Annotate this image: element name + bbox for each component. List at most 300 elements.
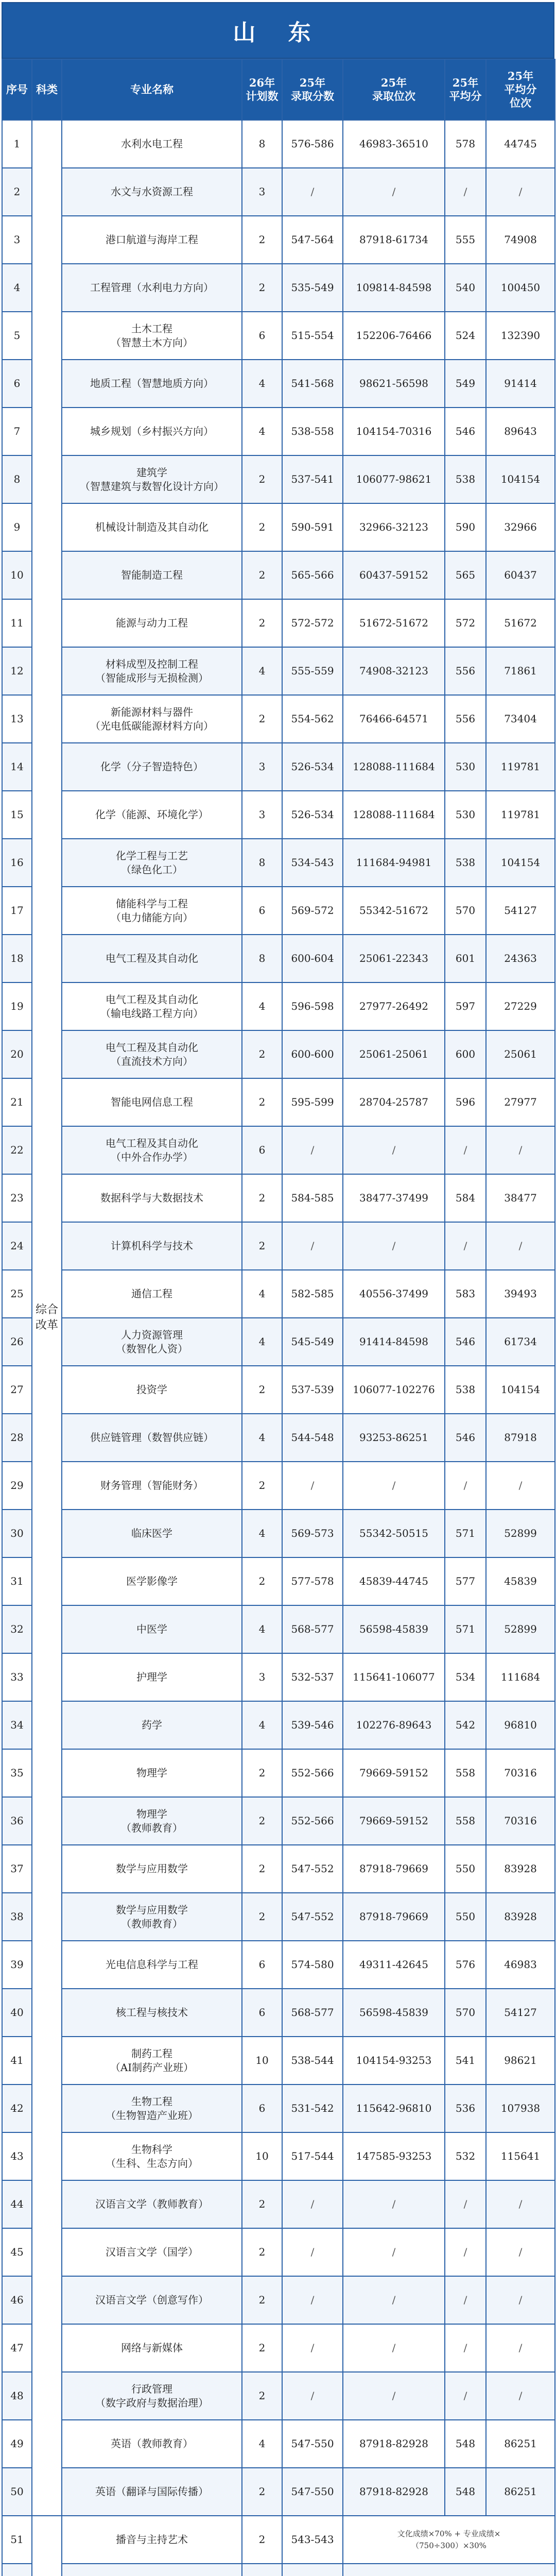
plan-count: 2 bbox=[242, 2276, 282, 2324]
column-header: 25年 平均分 bbox=[445, 59, 486, 120]
average-score: 570 bbox=[445, 887, 486, 935]
admission-rank: 87918-82928 bbox=[343, 2468, 445, 2516]
admission-score: 539-546 bbox=[282, 1701, 343, 1749]
art-score-formula: 文化成绩×70% + 专业成绩× （750÷300）×30% bbox=[343, 2516, 555, 2564]
average-score: 534 bbox=[445, 1653, 486, 1701]
admission-score: 547-550 bbox=[282, 2468, 343, 2516]
table-row bbox=[2, 408, 555, 455]
average-score: 600 bbox=[445, 1030, 486, 1078]
major-name: 工程管理（水利电力方向） bbox=[62, 264, 242, 312]
admission-rank: 104154-93253 bbox=[343, 2037, 445, 2084]
plan-count: 2 bbox=[242, 2372, 282, 2420]
average-score: 571 bbox=[445, 1510, 486, 1557]
row-number: 9 bbox=[2, 503, 32, 551]
row-number: 40 bbox=[2, 1989, 32, 2037]
admission-score: 565-566 bbox=[282, 551, 343, 599]
table-row bbox=[2, 312, 555, 360]
major-name: 电气工程及其自动化 （输电线路工程方向） bbox=[62, 982, 242, 1030]
admission-rank: 87918-79669 bbox=[343, 1893, 445, 1941]
table-row bbox=[2, 935, 555, 982]
major-name: 数学与应用数学 （教师教育） bbox=[62, 1893, 242, 1941]
plan-count: 2 bbox=[242, 1797, 282, 1845]
row-number: 26 bbox=[2, 1318, 32, 1366]
table-row bbox=[2, 1366, 555, 1414]
table-row bbox=[2, 1030, 555, 1078]
admission-rank: 25061-22343 bbox=[343, 935, 445, 982]
row-number: 5 bbox=[2, 312, 32, 360]
row-number: 15 bbox=[2, 791, 32, 839]
plan-count: 8 bbox=[242, 120, 282, 168]
average-rank: 89643 bbox=[486, 408, 555, 455]
major-name: 人力资源管理 （数智化人资） bbox=[62, 1318, 242, 1366]
admission-score: 584-585 bbox=[282, 1174, 343, 1222]
major-name: 药学 bbox=[62, 1701, 242, 1749]
row-number bbox=[2, 2564, 32, 2576]
admission-score: 600-600 bbox=[282, 1030, 343, 1078]
major-name: 化学（分子智造特色） bbox=[62, 743, 242, 791]
table-row bbox=[2, 168, 555, 216]
admission-rank: 104154-70316 bbox=[343, 408, 445, 455]
row-number: 42 bbox=[2, 2084, 32, 2132]
row-number: 38 bbox=[2, 1893, 32, 1941]
major-name: 财务管理（智能财务） bbox=[62, 1462, 242, 1510]
average-rank: / bbox=[486, 2228, 555, 2276]
admission-table bbox=[2, 59, 555, 2576]
table-row bbox=[2, 1222, 555, 1270]
table-row bbox=[2, 1893, 555, 1941]
row-number: 13 bbox=[2, 695, 32, 743]
plan-count: 8 bbox=[242, 935, 282, 982]
average-rank: 70316 bbox=[486, 1797, 555, 1845]
admission-score: 534-543 bbox=[282, 839, 343, 887]
admission-rank: 102276-89643 bbox=[343, 1701, 445, 1749]
average-rank: 86251 bbox=[486, 2420, 555, 2468]
plan-count: 4 bbox=[242, 982, 282, 1030]
average-score: / bbox=[445, 1126, 486, 1174]
plan-count: 2 bbox=[242, 2516, 282, 2564]
plan-count: 2 bbox=[242, 264, 282, 312]
average-score: / bbox=[445, 1462, 486, 1510]
row-number: 29 bbox=[2, 1462, 32, 1510]
admission-rank: 56598-45839 bbox=[343, 1989, 445, 2037]
admission-rank: / bbox=[343, 1126, 445, 1174]
row-number: 30 bbox=[2, 1510, 32, 1557]
table-row bbox=[2, 1078, 555, 1126]
plan-count: 4 bbox=[242, 1510, 282, 1557]
table-row bbox=[2, 264, 555, 312]
admission-score: 552-566 bbox=[282, 1749, 343, 1797]
plan-count: 6 bbox=[242, 887, 282, 935]
average-score: / bbox=[445, 168, 486, 216]
admission-rank: 147585-93253 bbox=[343, 2132, 445, 2180]
average-score: 549 bbox=[445, 360, 486, 408]
row-number: 46 bbox=[2, 2276, 32, 2324]
average-rank: 70316 bbox=[486, 1749, 555, 1797]
average-rank: 132390 bbox=[486, 312, 555, 360]
plan-count: 2 bbox=[242, 1366, 282, 1414]
table-row bbox=[2, 1797, 555, 1845]
admission-rank: 25061-25061 bbox=[343, 1030, 445, 1078]
admission-rank: 87918-61734 bbox=[343, 216, 445, 264]
table-row bbox=[2, 982, 555, 1030]
table-row bbox=[2, 1701, 555, 1749]
average-rank: 86251 bbox=[486, 2468, 555, 2516]
average-rank: 61734 bbox=[486, 1318, 555, 1366]
plan-count: 2 bbox=[242, 695, 282, 743]
major-name: 电气工程及其自动化 （中外合作办学） bbox=[62, 1126, 242, 1174]
major-name: 护理学 bbox=[62, 1653, 242, 1701]
average-score: 548 bbox=[445, 2420, 486, 2468]
plan-count: 4 bbox=[242, 1701, 282, 1749]
admission-rank: 46983-36510 bbox=[343, 120, 445, 168]
admission-score: 596-598 bbox=[282, 982, 343, 1030]
plan-count: 6 bbox=[242, 1989, 282, 2037]
admission-score: 600-604 bbox=[282, 935, 343, 982]
admission-score: 537-539 bbox=[282, 1366, 343, 1414]
admission-rank: 51672-51672 bbox=[343, 599, 445, 647]
column-header: 25年 录取分数 bbox=[282, 59, 343, 120]
table-row bbox=[2, 2564, 555, 2576]
admission-rank: 27977-26492 bbox=[343, 982, 445, 1030]
admission-rank: / bbox=[343, 2180, 445, 2228]
average-rank: 71861 bbox=[486, 647, 555, 695]
major-name: 智能电网信息工程 bbox=[62, 1078, 242, 1126]
average-score: 550 bbox=[445, 1893, 486, 1941]
average-score: / bbox=[445, 2372, 486, 2420]
major-name: 数学与应用数学 bbox=[62, 1845, 242, 1893]
plan-count: 4 bbox=[242, 2420, 282, 2468]
table-row bbox=[2, 1414, 555, 1462]
row-number: 18 bbox=[2, 935, 32, 982]
plan-count: 8 bbox=[242, 839, 282, 887]
average-rank: 104154 bbox=[486, 1366, 555, 1414]
average-score: 540 bbox=[445, 264, 486, 312]
row-number: 10 bbox=[2, 551, 32, 599]
plan-count: 2 bbox=[242, 455, 282, 503]
major-name: 数据科学与大数据技术 bbox=[62, 1174, 242, 1222]
average-score: 556 bbox=[445, 647, 486, 695]
admission-rank: 76466-64571 bbox=[343, 695, 445, 743]
average-rank: 52899 bbox=[486, 1605, 555, 1653]
admission-rank: 111684-94981 bbox=[343, 839, 445, 887]
plan-count: 6 bbox=[242, 1941, 282, 1989]
average-score: / bbox=[445, 1222, 486, 1270]
table-row bbox=[2, 647, 555, 695]
plan-count: 4 bbox=[242, 1270, 282, 1318]
average-score: 584 bbox=[445, 1174, 486, 1222]
table-row bbox=[2, 2228, 555, 2276]
average-rank: 54127 bbox=[486, 887, 555, 935]
major-name: 通信工程 bbox=[62, 1270, 242, 1318]
admission-rank: / bbox=[343, 2324, 445, 2372]
plan-count: 2 bbox=[242, 1557, 282, 1605]
table-row bbox=[2, 2037, 555, 2084]
average-rank: / bbox=[486, 1126, 555, 1174]
plan-count: 2 bbox=[242, 1749, 282, 1797]
admission-score: / bbox=[282, 2276, 343, 2324]
admission-rank: / bbox=[343, 2228, 445, 2276]
art-score-formula bbox=[343, 2564, 555, 2576]
average-score: 558 bbox=[445, 1797, 486, 1845]
average-rank: 74908 bbox=[486, 216, 555, 264]
average-score: 601 bbox=[445, 935, 486, 982]
table-row bbox=[2, 551, 555, 599]
row-number: 36 bbox=[2, 1797, 32, 1845]
average-score: 536 bbox=[445, 2084, 486, 2132]
admission-rank: / bbox=[343, 1222, 445, 1270]
table-row bbox=[2, 1510, 555, 1557]
row-number: 43 bbox=[2, 2132, 32, 2180]
average-rank: 98621 bbox=[486, 2037, 555, 2084]
plan-count: 6 bbox=[242, 1126, 282, 1174]
admission-rank: 79669-59152 bbox=[343, 1749, 445, 1797]
average-rank: 24363 bbox=[486, 935, 555, 982]
admission-score: 541-568 bbox=[282, 360, 343, 408]
average-rank: 27977 bbox=[486, 1078, 555, 1126]
province-title: 山 东 bbox=[2, 2, 554, 59]
admission-rank: 106077-98621 bbox=[343, 455, 445, 503]
table-row bbox=[2, 1557, 555, 1605]
major-name: 城乡规划（乡村振兴方向） bbox=[62, 408, 242, 455]
average-score: 541 bbox=[445, 2037, 486, 2084]
average-score: 550 bbox=[445, 1845, 486, 1893]
average-score: 546 bbox=[445, 1318, 486, 1366]
major-name bbox=[62, 2564, 242, 2576]
admission-rank: / bbox=[343, 168, 445, 216]
average-score: 570 bbox=[445, 1989, 486, 2037]
row-number: 35 bbox=[2, 1749, 32, 1797]
table-row bbox=[2, 1270, 555, 1318]
plan-count: 2 bbox=[242, 1222, 282, 1270]
average-rank: / bbox=[486, 2324, 555, 2372]
admission-score: 577-578 bbox=[282, 1557, 343, 1605]
admission-table-sheet bbox=[2, 2, 554, 2576]
table-row bbox=[2, 599, 555, 647]
table-row bbox=[2, 1941, 555, 1989]
table-row bbox=[2, 887, 555, 935]
admission-score: / bbox=[282, 2324, 343, 2372]
column-header: 专业名称 bbox=[62, 59, 242, 120]
table-row bbox=[2, 743, 555, 791]
average-rank: / bbox=[486, 2180, 555, 2228]
average-rank: 104154 bbox=[486, 455, 555, 503]
table-row bbox=[2, 1653, 555, 1701]
row-number: 31 bbox=[2, 1557, 32, 1605]
admission-rank: / bbox=[343, 1462, 445, 1510]
admission-score: 517-544 bbox=[282, 2132, 343, 2180]
admission-score: 576-586 bbox=[282, 120, 343, 168]
average-score: 577 bbox=[445, 1557, 486, 1605]
plan-count: 2 bbox=[242, 551, 282, 599]
table-row bbox=[2, 216, 555, 264]
plan-count: 6 bbox=[242, 312, 282, 360]
admission-rank: 38477-37499 bbox=[343, 1174, 445, 1222]
major-name: 储能科学与工程 （电力储能方向） bbox=[62, 887, 242, 935]
admission-score: / bbox=[282, 2372, 343, 2420]
plan-count: 2 bbox=[242, 2324, 282, 2372]
table-row bbox=[2, 2420, 555, 2468]
row-number: 34 bbox=[2, 1701, 32, 1749]
admission-score: / bbox=[282, 2180, 343, 2228]
average-rank: 73404 bbox=[486, 695, 555, 743]
average-rank: 52899 bbox=[486, 1510, 555, 1557]
plan-count: 2 bbox=[242, 1078, 282, 1126]
row-number: 2 bbox=[2, 168, 32, 216]
plan-count: 4 bbox=[242, 1318, 282, 1366]
average-rank: 107938 bbox=[486, 2084, 555, 2132]
admission-rank: 115641-106077 bbox=[343, 1653, 445, 1701]
plan-count: 3 bbox=[242, 1653, 282, 1701]
admission-score: 574-580 bbox=[282, 1941, 343, 1989]
average-rank: / bbox=[486, 168, 555, 216]
row-number: 49 bbox=[2, 2420, 32, 2468]
average-score: 571 bbox=[445, 1605, 486, 1653]
major-name: 化学工程与工艺 （绿色化工） bbox=[62, 839, 242, 887]
plan-count: 3 bbox=[242, 743, 282, 791]
average-rank: / bbox=[486, 2276, 555, 2324]
average-score: 538 bbox=[445, 839, 486, 887]
admission-rank: 87918-82928 bbox=[343, 2420, 445, 2468]
admission-rank: 55342-51672 bbox=[343, 887, 445, 935]
table-row bbox=[2, 503, 555, 551]
average-score: 546 bbox=[445, 1414, 486, 1462]
row-number: 32 bbox=[2, 1605, 32, 1653]
admission-rank: 79669-59152 bbox=[343, 1797, 445, 1845]
major-name: 供应链管理（数智供应链） bbox=[62, 1414, 242, 1462]
average-rank: 32966 bbox=[486, 503, 555, 551]
plan-count bbox=[242, 2564, 282, 2576]
table-row bbox=[2, 1462, 555, 1510]
plan-count: 6 bbox=[242, 2084, 282, 2132]
category-cell: 综合 改革 bbox=[32, 120, 62, 2516]
table-row bbox=[2, 791, 555, 839]
admission-score: 547-564 bbox=[282, 216, 343, 264]
average-score: 590 bbox=[445, 503, 486, 551]
admission-score: 555-559 bbox=[282, 647, 343, 695]
major-name: 新能源材料与器件 （光电低碳能源材料方向） bbox=[62, 695, 242, 743]
admission-score: 569-572 bbox=[282, 887, 343, 935]
column-header: 科类 bbox=[32, 59, 62, 120]
row-number: 37 bbox=[2, 1845, 32, 1893]
column-header: 25年 录取位次 bbox=[343, 59, 445, 120]
major-name: 水文与水资源工程 bbox=[62, 168, 242, 216]
admission-rank: 87918-79669 bbox=[343, 1845, 445, 1893]
row-number: 19 bbox=[2, 982, 32, 1030]
average-score: 548 bbox=[445, 2468, 486, 2516]
row-number: 11 bbox=[2, 599, 32, 647]
average-rank: 87918 bbox=[486, 1414, 555, 1462]
plan-count: 2 bbox=[242, 2180, 282, 2228]
admission-rank: 106077-102276 bbox=[343, 1366, 445, 1414]
table-body bbox=[2, 120, 555, 2576]
average-rank: 119781 bbox=[486, 743, 555, 791]
admission-score: 582-585 bbox=[282, 1270, 343, 1318]
major-name: 化学（能源、环境化学） bbox=[62, 791, 242, 839]
major-name: 生物科学 （生科、生态方向） bbox=[62, 2132, 242, 2180]
table-row bbox=[2, 2372, 555, 2420]
table-row bbox=[2, 2324, 555, 2372]
admission-rank: 74908-32123 bbox=[343, 647, 445, 695]
row-number: 50 bbox=[2, 2468, 32, 2516]
row-number: 17 bbox=[2, 887, 32, 935]
admission-score: 538-558 bbox=[282, 408, 343, 455]
major-name: 医学影像学 bbox=[62, 1557, 242, 1605]
average-rank: 45839 bbox=[486, 1557, 555, 1605]
row-number: 16 bbox=[2, 839, 32, 887]
row-number: 8 bbox=[2, 455, 32, 503]
admission-score: 526-534 bbox=[282, 743, 343, 791]
admission-score bbox=[282, 2564, 343, 2576]
average-rank: 91414 bbox=[486, 360, 555, 408]
table-row bbox=[2, 2084, 555, 2132]
column-header: 序号 bbox=[2, 59, 32, 120]
admission-score: 568-577 bbox=[282, 1605, 343, 1653]
plan-count: 3 bbox=[242, 791, 282, 839]
average-rank: 46983 bbox=[486, 1941, 555, 1989]
table-row bbox=[2, 1845, 555, 1893]
major-name: 汉语言文学（创意写作） bbox=[62, 2276, 242, 2324]
average-rank: 44745 bbox=[486, 120, 555, 168]
table-row bbox=[2, 1126, 555, 1174]
plan-count: 3 bbox=[242, 168, 282, 216]
table-row bbox=[2, 2516, 555, 2564]
major-name: 电气工程及其自动化 （直流技术方向） bbox=[62, 1030, 242, 1078]
table-row bbox=[2, 2132, 555, 2180]
admission-rank: 98621-56598 bbox=[343, 360, 445, 408]
row-number: 51 bbox=[2, 2516, 32, 2564]
plan-count: 2 bbox=[242, 1030, 282, 1078]
plan-count: 2 bbox=[242, 599, 282, 647]
row-number: 33 bbox=[2, 1653, 32, 1701]
admission-score: / bbox=[282, 168, 343, 216]
admission-rank: 152206-76466 bbox=[343, 312, 445, 360]
average-rank: 54127 bbox=[486, 1989, 555, 2037]
admission-score: 552-566 bbox=[282, 1797, 343, 1845]
row-number: 22 bbox=[2, 1126, 32, 1174]
plan-count: 2 bbox=[242, 216, 282, 264]
row-number: 4 bbox=[2, 264, 32, 312]
average-rank: 83928 bbox=[486, 1893, 555, 1941]
average-score: 555 bbox=[445, 216, 486, 264]
major-name: 英语（教师教育） bbox=[62, 2420, 242, 2468]
admission-score: 595-599 bbox=[282, 1078, 343, 1126]
table-header-row bbox=[2, 59, 555, 120]
row-number: 20 bbox=[2, 1030, 32, 1078]
average-score: 597 bbox=[445, 982, 486, 1030]
admission-score: / bbox=[282, 1126, 343, 1174]
table-row bbox=[2, 1174, 555, 1222]
admission-rank: / bbox=[343, 2372, 445, 2420]
plan-count: 4 bbox=[242, 1414, 282, 1462]
average-score: 542 bbox=[445, 1701, 486, 1749]
row-number: 24 bbox=[2, 1222, 32, 1270]
admission-score: 538-544 bbox=[282, 2037, 343, 2084]
major-name: 中医学 bbox=[62, 1605, 242, 1653]
average-score: 565 bbox=[445, 551, 486, 599]
average-score: 532 bbox=[445, 2132, 486, 2180]
plan-count: 2 bbox=[242, 1462, 282, 1510]
average-rank: 83928 bbox=[486, 1845, 555, 1893]
admission-rank: 55342-50515 bbox=[343, 1510, 445, 1557]
major-name: 能源与动力工程 bbox=[62, 599, 242, 647]
admission-rank: 45839-44745 bbox=[343, 1557, 445, 1605]
major-name: 电气工程及其自动化 bbox=[62, 935, 242, 982]
average-rank: / bbox=[486, 1462, 555, 1510]
table-row bbox=[2, 2468, 555, 2516]
average-score: 578 bbox=[445, 120, 486, 168]
table-row bbox=[2, 2276, 555, 2324]
average-rank: 25061 bbox=[486, 1030, 555, 1078]
